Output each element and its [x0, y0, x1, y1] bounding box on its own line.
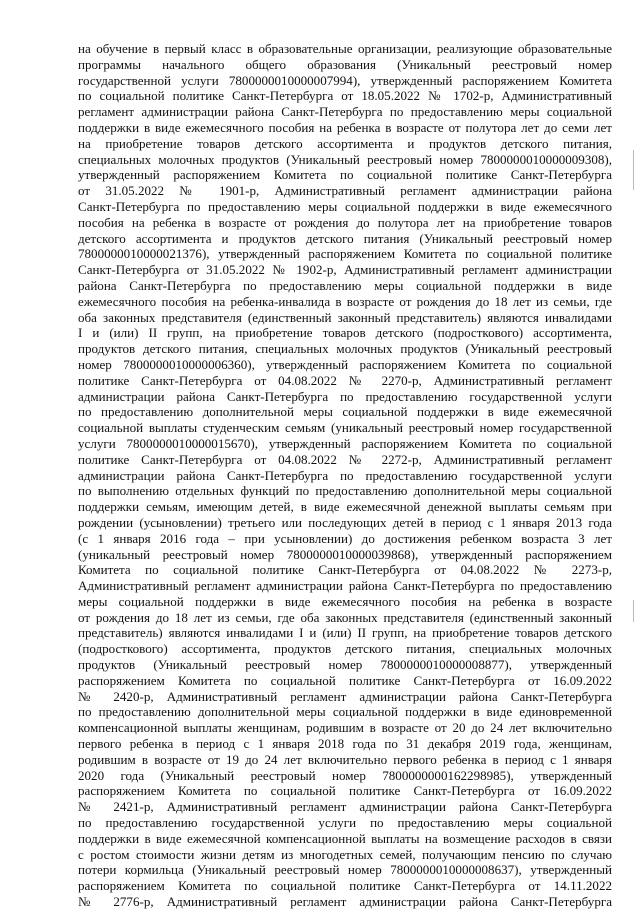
text-line: политике Санкт-Петербурга от 04.08.2022 № 2272-р, Административный регламент — [78, 451, 612, 467]
document-body-text — [78, 41, 612, 910]
text-line: 7800000010000021376), утвержденный распоряжением Комитета по социальной политике — [78, 246, 612, 262]
text-line: 2020 года (Уникальный реестровый номер 7800000000162298985), утвержденный — [78, 767, 612, 783]
text-line: меры социальной поддержки в виде ежемесячного пособия на ребенка в возрасте — [78, 593, 612, 609]
text-line: потери кормильца (Уникальный реестровый номер 7800000010000008637), утвержденный — [78, 862, 612, 878]
text-line: регламент администрации района Санкт-Петербурга по предоставлению меры социальной — [78, 104, 612, 120]
text-line: детского ассортимента и продуктов детского питания (Уникальный реестровый номер — [78, 230, 612, 246]
text-line: от рождения до 18 лет из семьи, где оба законных представителя (единственный законный — [78, 609, 612, 625]
text-line: по выполнению отдельных функций по предоставлению дополнительной меры социальной — [78, 483, 612, 499]
text-line: рождении (усыновлении) третьего или последующих детей в период с 1 января 2013 года — [78, 514, 612, 530]
text-line: продуктов (Уникальный реестровый номер 7800000010000008877), утвержденный — [78, 657, 612, 673]
text-line: с ростом стоимости жизни детям из многодетных семей, получающим пенсию по случаю — [78, 846, 612, 862]
text-line: распоряжением Комитета по социальной политике Санкт-Петербурга от 14.11.2022 — [78, 878, 612, 894]
text-line: № 2421-р, Административный регламент администрации района Санкт-Петербурга — [78, 799, 612, 815]
margin-scan-mark — [633, 600, 634, 622]
text-line: I и (или) II групп, на приобретение товаров детского (подросткового) ассортимента, — [78, 325, 612, 341]
text-line: пособия на ребенка в возрасте от рождения до полутора лет на приобретение товаров — [78, 214, 612, 230]
text-line: по предоставлению дополнительной меры социальной поддержки в виде ежемесячной — [78, 404, 612, 420]
text-line: по социальной политике Санкт-Петербурга от 18.05.2022 № 1702-р, Административный — [78, 88, 612, 104]
text-line: по предоставлению дополнительной меры социальной поддержки в виде единовременной — [78, 704, 612, 720]
text-line: распоряжением Комитета по социальной политике Санкт-Петербурга от 16.09.2022 — [78, 783, 612, 799]
text-line: поддержки семьям, имеющим детей, в виде ежемесячной денежной выплаты семьям при — [78, 499, 612, 515]
text-line: № 2420-р, Административный регламент администрации района Санкт-Петербурга — [78, 688, 612, 704]
text-line: программы начального общего образования (Уникальный реестровый номер — [78, 56, 612, 72]
text-line: первого ребенка в период с 1 января 2018 года по 31 декабря 2019 года, женщинам, — [78, 736, 612, 752]
text-line: администрации района Санкт-Петербурга по предоставлению государственной услуги — [78, 467, 612, 483]
text-line: (подросткового) ассортимента, продуктов детского питания, специальных молочных — [78, 641, 612, 657]
text-line: социальной выплаты студенческим семьям (уникальный реестровый номер государственной — [78, 420, 612, 436]
text-line: администрации района Санкт-Петербурга по предоставлению государственной услуги — [78, 388, 612, 404]
text-line: политике Санкт-Петербурга от 04.08.2022 № 2270-р, Административный регламент — [78, 372, 612, 388]
text-line: родившим в возрасте от 19 до 24 лет включительно первого ребенка в период с 1 января — [78, 751, 612, 767]
text-line: представитель) являются инвалидами I и (или) II групп, на приобретение товаров детского — [78, 625, 612, 641]
margin-scan-mark — [633, 150, 634, 190]
text-line: продуктов детского питания, специальных молочных продуктов (Уникальный реестровый — [78, 341, 612, 357]
text-line: оба законных представителя (единственный законный представитель) являются инвалидами — [78, 309, 612, 325]
text-line: утвержденный распоряжением Комитета по социальной политике Санкт-Петербурга — [78, 167, 612, 183]
text-line: ежемесячного пособия на ребенка-инвалида в возрасте от рождения до 18 лет из семьи, где — [78, 293, 612, 309]
text-line: Санкт-Петербурга по предоставлению меры социальной поддержки в виде ежемесячного — [78, 198, 612, 214]
text-line: (уникальный реестровый номер 7800000010000039868), утвержденный распоряжением — [78, 546, 612, 562]
text-line: компенсационной выплаты женщинам, родившим в возрасте от 20 до 24 лет включительно — [78, 720, 612, 736]
text-line: распоряжением Комитета по социальной политике Санкт-Петербурга от 16.09.2022 — [78, 672, 612, 688]
text-line: по предоставлению государственной услуги по предоставлению меры социальной — [78, 815, 612, 831]
text-line: (с 1 января 2016 года – при усыновлении) до достижения ребенком возраста 3 лет — [78, 530, 612, 546]
text-line: № 2776-р, Административный регламент администрации района Санкт-Петербурга — [78, 894, 612, 910]
text-line: на приобретение товаров детского ассортимента и продуктов детского питания, — [78, 135, 612, 151]
text-line: Санкт-Петербурга от 31.05.2022 № 1902-р, Административный регламент администрации — [78, 262, 612, 278]
text-line: района Санкт-Петербурга по предоставлению меры социальной поддержки в виде — [78, 277, 612, 293]
text-line: Административный регламент администрации района Санкт-Петербурга по предоставлению — [78, 578, 612, 594]
text-line: специальных молочных продуктов (Уникальный реестровый номер 7800000010000009308), — [78, 151, 612, 167]
text-line: поддержки в виде ежемесячного пособия на ребенка в возрасте от полутора лет до семи лет — [78, 119, 612, 135]
text-line: номер 7800000010000006360), утвержденный распоряжением Комитета по социальной — [78, 356, 612, 372]
text-line: государственной услуги 7800000010000007994), утвержденный распоряжением Комитета — [78, 72, 612, 88]
text-line: от 31.05.2022 № 1901-р, Административный регламент администрации района — [78, 183, 612, 199]
text-line: услуги 7800000010000015670), утвержденный распоряжением Комитета по социальной — [78, 435, 612, 451]
text-line: на обучение в первый класс в образовательные организации, реализующие образовательные — [78, 41, 612, 56]
text-line: Комитета по социальной политике Санкт-Петербурга от 04.08.2022 № 2273-р, — [78, 562, 612, 578]
text-line: поддержки в виде ежемесячной компенсационной выплаты на возмещение расходов в связи — [78, 830, 612, 846]
